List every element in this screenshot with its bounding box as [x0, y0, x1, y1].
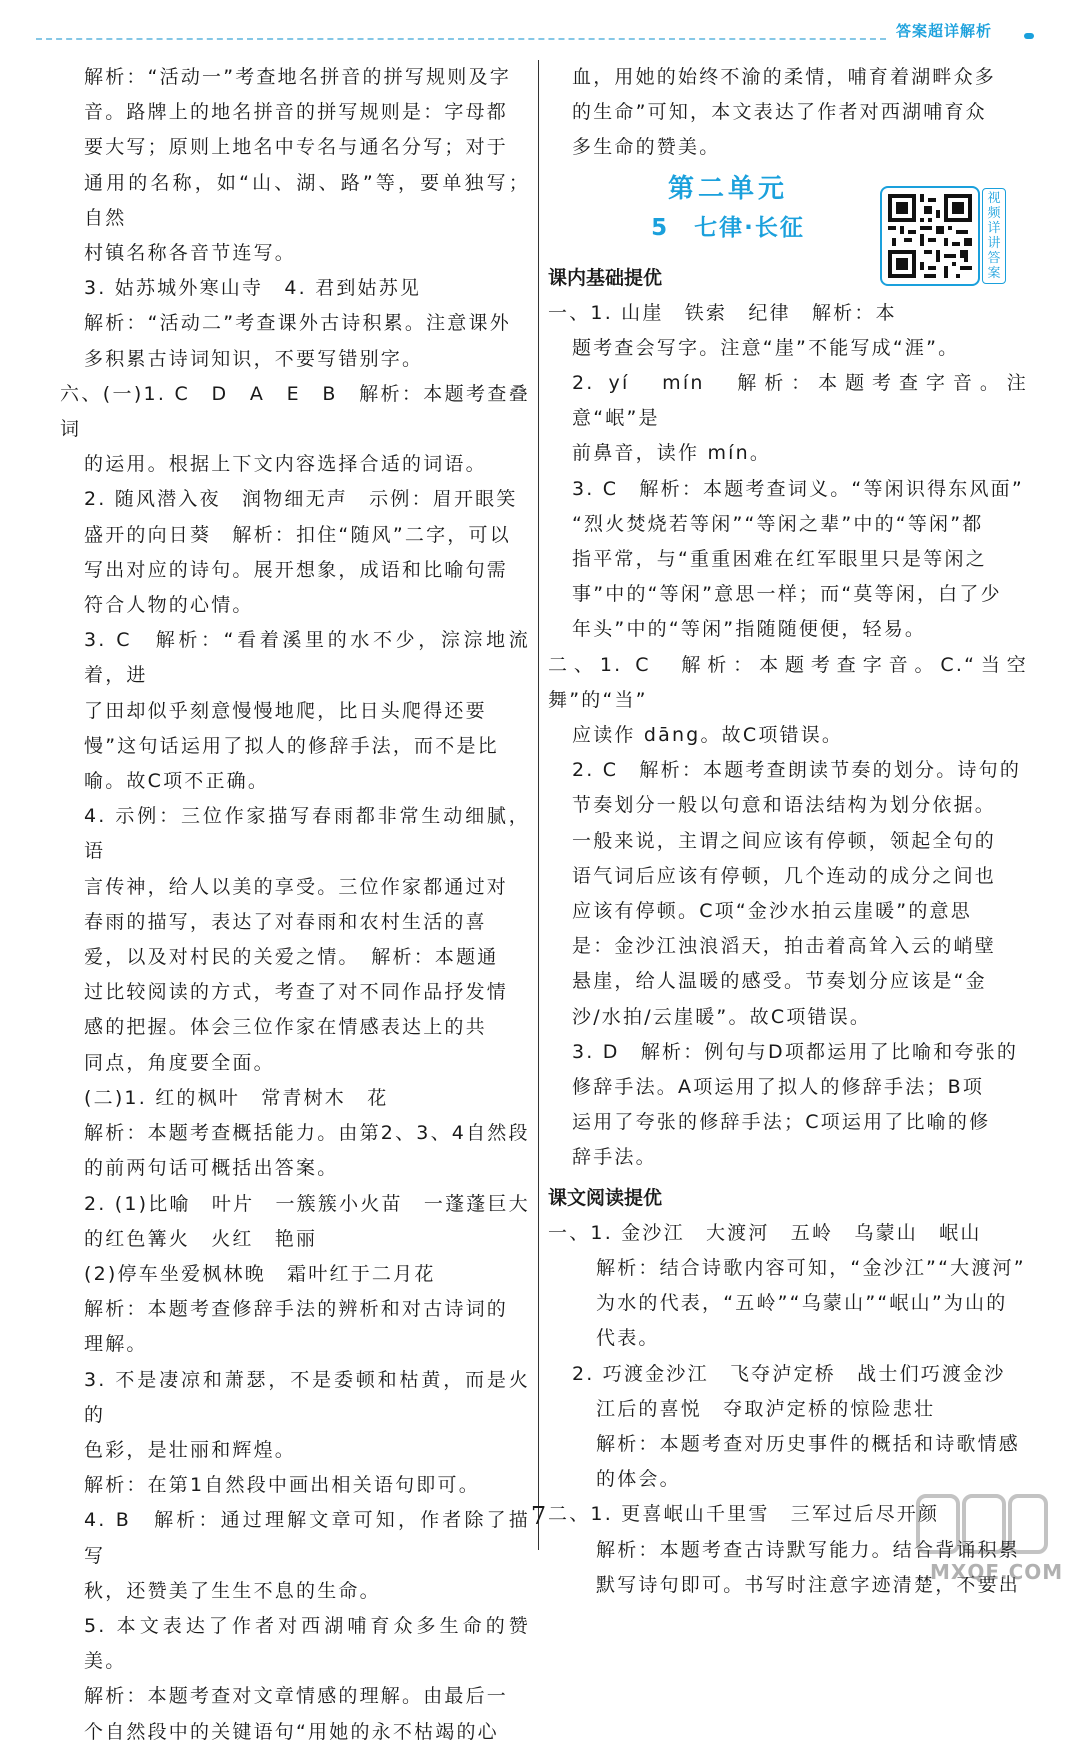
text-line: 通用的名称，如“山、湖、路”等，要单独写；自然 [84, 171, 530, 229]
text-line: 秋，还赞美了生生不息的生命。 [84, 1579, 381, 1602]
text-line: 的前两句话可概括出答案。 [84, 1157, 339, 1180]
unit-title: 第二单元 [667, 173, 788, 204]
text-line: (二)1. 红的枫叶 常青树木 花 [84, 1086, 389, 1109]
section-title-basics: 课内基础提优 [548, 266, 663, 289]
text-line: 春雨的描写，表达了对春雨和农村生活的喜 [84, 910, 487, 933]
text-line: 年头”中的“等闲”指随随便便，轻易。 [572, 618, 927, 641]
text-line: 的体会。 [596, 1468, 681, 1491]
text-line: 解析：结合诗歌内容可知，“金沙江”“大渡河” [596, 1256, 1026, 1279]
text-line: 的运用。根据上下文内容选择合适的词语。 [84, 453, 487, 476]
text-line: 同点，角度要全面。 [84, 1051, 275, 1074]
text-line: 应该有停顿。C项“金沙水拍云崖暖”的意思 [572, 900, 972, 923]
text-line: 盛开的向日葵 解析：扣住“随风”二字，可以 [84, 523, 511, 546]
text-line: 修辞手法。A项运用了拟人的修辞手法；B项 [572, 1076, 985, 1099]
right-top-text [548, 60, 1028, 166]
right-column [548, 60, 1028, 1603]
text-line: 是：金沙江浊浪滔天，拍击着高耸入云的峭壁 [572, 935, 997, 958]
text-line: 2. 巧渡金沙江 飞夺泸定桥 战士们巧渡金沙 [572, 1362, 1006, 1385]
watermark-text: MXQE.COM [930, 1560, 1064, 1584]
text-line: 解析：“活动二”考查课外古诗积累。注意课外 [84, 312, 511, 335]
text-line: 语气词后应该有停顿，几个连动的成分之间也 [572, 864, 997, 887]
text-line: 血，用她的始终不渝的柔情，哺育着湖畔众多 [572, 66, 997, 88]
text-line: 2. 随风潜入夜 润物细无声 示例：眉开眼笑 [84, 488, 518, 511]
text-line: 六、(一)1. C D A E B 解析：本题考查叠词 [60, 382, 530, 441]
qr-label: 视频详讲答案 [982, 188, 1006, 284]
lesson-title: 5 七律·长征 [651, 214, 805, 241]
text-line: 的红色篝火 火红 艳丽 [84, 1227, 318, 1250]
text-line: 多积累古诗词知识，不要写错别字。 [84, 347, 424, 370]
text-line: 一般来说，主谓之间应该有停顿，领起全句的 [572, 829, 997, 852]
text-line: 5. 本文表达了作者对西湖哺育众多生命的赞美。 [84, 1614, 530, 1673]
text-line: 事”中的“等闲”意思一样；而“莫等闲，白了少 [572, 583, 1002, 606]
text-line: 慢”这句话运用了拟人的修辞手法，而不是比 [84, 734, 499, 757]
text-line: 了田却似乎刻意慢慢地爬，比日头爬得还要 [84, 699, 487, 722]
text-line: 解析：本题考查对历史事件的概括和诗歌情感 [596, 1432, 1021, 1455]
header-title: 答案超详解析 [896, 22, 993, 40]
text-line: 2. yí mín 解析：本题考查字音。注意“岷”是 [572, 372, 1028, 430]
text-line: 悬崖，给人温暖的感受。节奏划分应该是“金 [572, 970, 987, 993]
text-line: 爱，以及对村民的关爱之情。 解析：本题通 [84, 946, 499, 969]
text-line: 多生命的赞美。 [572, 136, 721, 159]
text-line: 解析：“活动一”考查地名拼音的拼写规则及字 [84, 66, 511, 88]
section-title-reading: 课文阅读提优 [548, 1186, 663, 1209]
text-line: 4. B 解析：通过理解文章可知，作者除了描写 [84, 1509, 530, 1567]
qr-code-icon[interactable] [880, 186, 980, 286]
page-number: 7 [530, 1502, 547, 1530]
text-line: 为水的代表，“五岭”“乌蒙山”“岷山”为山的 [596, 1292, 1008, 1315]
text-line: 辞手法。 [572, 1146, 657, 1169]
header-rule [36, 38, 886, 40]
text-line: 过比较阅读的方式，考查了对不同作品抒发情 [84, 981, 509, 1004]
text-line: 个自然段中的关键语句“用她的永不枯竭的心 [84, 1720, 499, 1743]
column-divider [538, 60, 539, 1550]
text-line: 一、1. 山崖 铁索 纪律 解析：本 [548, 301, 897, 324]
text-line: 色彩，是壮丽和辉煌。 [84, 1438, 297, 1461]
text-line: 题考查会写字。注意“崖”不能写成“涯”。 [572, 336, 960, 359]
text-line: 音。路牌上的地名拼音的拼写规则是：字母都 [84, 101, 509, 124]
text-line: 默写诗句即可。书写时注意字迹清楚，不要出 [596, 1573, 1021, 1596]
text-line: 运用了夸张的修辞手法；C项运用了比喻的修 [572, 1111, 991, 1134]
text-line: 的生命”可知，本文表达了作者对西湖哺育众 [572, 101, 987, 124]
text-line: 代表。 [596, 1327, 660, 1350]
text-line: 解析：本题考查概括能力。由第2、3、4自然段 [84, 1122, 530, 1145]
text-line: 3. 姑苏城外寒山寺 4. 君到姑苏见 [84, 277, 422, 300]
text-line: 感的把握。体会三位作家在情感表达上的共 [84, 1016, 487, 1039]
text-line: 3. C 解析：“看着溪里的水不少，淙淙地流着，进 [84, 629, 530, 687]
text-line: 解析：在第1自然段中画出相关语句即可。 [84, 1474, 480, 1497]
text-line: 二、1. C 解析：本题考查字音。C.“当空舞”的“当” [548, 653, 1028, 711]
text-line: 解析：本题考查古诗默写能力。结合背诵积累 [596, 1538, 1021, 1561]
text-line: 言传神，给人以美的享受。三位作家都通过对 [84, 875, 509, 898]
text-line: 沙/水拍/云崖暖”。故C项错误。 [572, 1005, 872, 1028]
text-line: 2. (1)比喻 叶片 一簇簇小火苗 一蓬蓬巨大 [84, 1192, 530, 1215]
text-line: 4. 示例：三位作家描写春雨都非常生动细腻，语 [84, 805, 530, 863]
text-line: 解析：本题考查修辞手法的辨析和对古诗词的 [84, 1298, 509, 1321]
right-mid-text [548, 296, 1028, 1176]
text-line: 节奏划分一般以句意和语法结构为划分依据。 [572, 794, 997, 817]
text-line: 3. 不是凄凉和萧瑟，不是委顿和枯黄，而是火的 [84, 1368, 530, 1426]
text-line: 指平常，与“重重困难在红军眼里只是等闲之 [572, 548, 987, 571]
text-line: 江后的喜悦 夺取泸定桥的惊险悲壮 [596, 1397, 936, 1420]
text-line: 应读作 dāng。故C项错误。 [572, 724, 844, 747]
text-line: 写出对应的诗句。展开想象，成语和比喻句需 [84, 558, 509, 581]
text-line: 村镇名称各音节连写。 [84, 242, 297, 265]
left-column [60, 60, 530, 1750]
text-line: 符合人物的心情。 [84, 594, 254, 617]
text-line: 一、1. 金沙江 大渡河 五岭 乌蒙山 岷山 [548, 1221, 982, 1244]
text-line: 二、1. 更喜岷山千里雪 三军过后尽开颜 [548, 1503, 940, 1526]
text-line: 要大写；原则上地名中专名与通名分写；对于 [84, 136, 509, 159]
text-line: 理解。 [84, 1333, 148, 1356]
text-line: 前鼻音，读作 mín。 [572, 442, 772, 465]
header-dot [1024, 33, 1034, 39]
text-line: “烈火焚烧若等闲”“等闲之辈”中的“等闲”都 [572, 512, 984, 535]
text-line: 3. C 解析：本题考查词义。“等闲识得东风面” [572, 477, 1024, 500]
text-line: 解析：本题考查对文章情感的理解。由最后一 [84, 1685, 509, 1708]
text-line: 2. C 解析：本题考查朗读节奏的划分。诗句的 [572, 759, 1022, 782]
text-line: (2)停车坐爱枫林晚 霜叶红于二月花 [84, 1262, 436, 1285]
qr-pattern [888, 194, 972, 278]
text-line: 喻。故C项不正确。 [84, 770, 270, 793]
text-line: 3. D 解析：例句与D项都运用了比喻和夸张的 [572, 1040, 1019, 1063]
